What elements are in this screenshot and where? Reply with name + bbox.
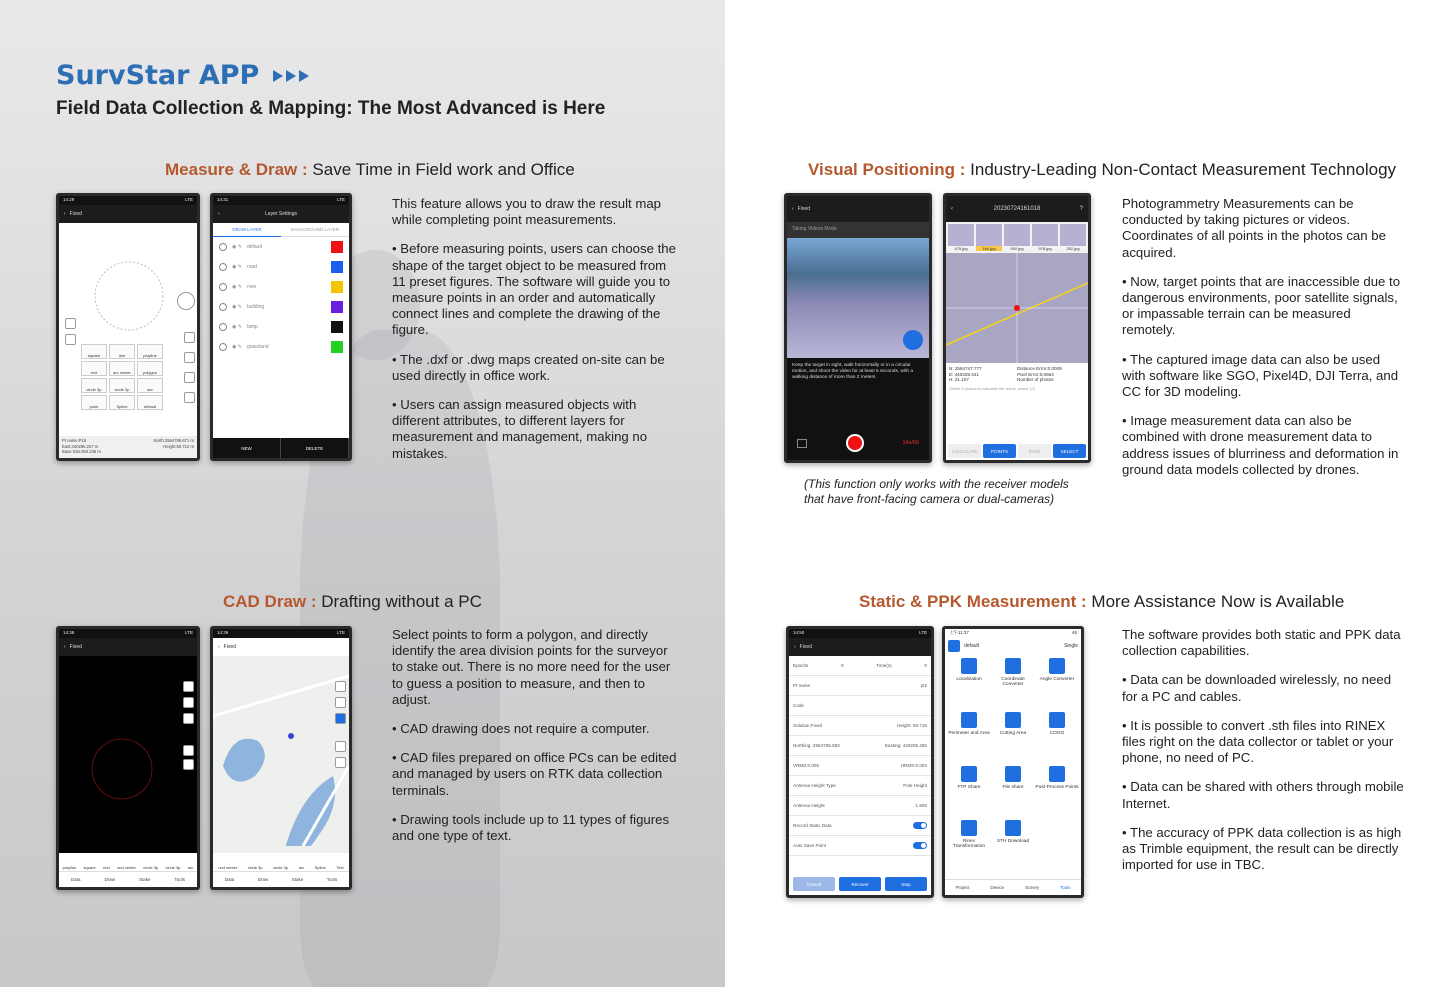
- form-row: Epochs 0 Time(s) 0: [789, 656, 931, 676]
- nav-draw[interactable]: Draw: [257, 877, 269, 882]
- page-subtitle: Field Data Collection & Mapping: The Most Advanced is Here: [56, 98, 606, 119]
- bottom-nav: [59, 871, 197, 887]
- tool-button[interactable]: [184, 372, 195, 383]
- mode-field: Taking Videos Mode: [787, 222, 929, 238]
- cancel-button[interactable]: Cancel: [793, 877, 835, 891]
- bottom-nav: [945, 879, 1081, 895]
- tool-button[interactable]: [184, 352, 195, 363]
- nav-data[interactable]: Data: [224, 877, 235, 882]
- nav-tools[interactable]: Tools: [174, 877, 185, 882]
- shape-arc-center[interactable]: arc center: [109, 361, 135, 376]
- tool-button[interactable]: [335, 681, 346, 692]
- location-pin-icon[interactable]: [177, 292, 195, 310]
- gallery-icon[interactable]: [797, 439, 807, 448]
- form-row: VRMS:0.005 HRMS:0.004: [789, 756, 931, 776]
- tool-circle-3p-2[interactable]: circle 3p: [165, 865, 181, 870]
- save-button[interactable]: SAVE: [1018, 444, 1051, 458]
- screenshot-layer-settings: 14:31 LTE ‹ Layer Settings DRAW LAYER BACKGROUND LAYER ◉ ✎ default ◉ ✎ road ◉ ✎ river ◉ ✎ building ◉ ✎ lamp ◉ ✎ grassland NEW DELETE: [210, 193, 352, 461]
- tool-cutting-area[interactable]: Cutting Area: [991, 712, 1035, 766]
- antenna-height-field[interactable]: Antenna Height 1.800: [789, 796, 931, 816]
- shape-arc[interactable]: arc: [137, 378, 163, 393]
- epipolar-line: [946, 253, 1088, 363]
- shape-grid: [81, 344, 163, 410]
- nav-data[interactable]: Data: [70, 877, 81, 882]
- nav-stake[interactable]: Stake: [291, 877, 304, 882]
- measure-draw-heading: Measure & Draw : Save Time in Field work and Office: [165, 160, 575, 179]
- layer-row[interactable]: ◉ ✎ road: [213, 257, 349, 277]
- tool-button[interactable]: [183, 713, 194, 724]
- measurement-footer: Pt name:P18 North:2564786.671 m East:440295.257 m Height:50.712 m Base Dist:250.236 m: [59, 436, 197, 458]
- tool-button[interactable]: [184, 392, 195, 403]
- screenshot-static-form: 14:50 LTE ‹ Fixed Epochs 0 Time(s) 0 Pt name pt2 Code Solution:Fixed Height: 50.719 Northing: 2564786.683 Easting: 440295.255 VRMS:0.005 HRMS:0.004 Antenna Height Type Pole Height Antenna Height 1.800 Record Static Data Auto Save Point Cancel Recover Stop: [786, 626, 934, 898]
- tool-rinex-transformation[interactable]: Rinex Transformation: [947, 820, 991, 874]
- zoom-out-button[interactable]: [183, 759, 194, 770]
- tool-rect[interactable]: rect: [103, 865, 110, 870]
- tool-post-process-points[interactable]: Post-Process Points: [1035, 766, 1079, 820]
- screenshot-video-mode: ‹ Fixed Taking Videos Mode Keep the target in sight, walk horizontally or in a circular motion, and shoot the video for at least 5 seconds, with a walking distance of more than 2 meters 14s/60: [784, 193, 932, 463]
- tool-button[interactable]: [65, 318, 76, 329]
- back-icon[interactable]: ‹: [218, 211, 220, 217]
- shape-spline[interactable]: Spline: [109, 395, 135, 410]
- shape-rect[interactable]: rect: [81, 361, 107, 376]
- thumbnail[interactable]: 479.jpg: [948, 224, 974, 251]
- shape-default[interactable]: default: [137, 395, 163, 410]
- static-ppk-text: The software provides both static and PPK data collection capabilities. • Data can be downloaded wirelessly, no need for a PC and cables. • It is possible to convert .sth files into RINEX files right on the data collector or tablet or your phone, no need of PC. • Data can be shared with others through mobile Internet. • The accuracy of PPK data collection is as high as Trimble equipment, the result can be directly imported for use in TBC.: [1122, 627, 1404, 873]
- shape-circle-3p[interactable]: circle 3p: [81, 378, 107, 393]
- tool-button[interactable]: [335, 713, 346, 724]
- nav-project[interactable]: Project: [955, 885, 970, 890]
- record-counter: 14s/60: [902, 440, 919, 446]
- cad-toolbar: [59, 853, 197, 871]
- tool-cogo[interactable]: COGO: [1035, 712, 1079, 766]
- tool-rect-center[interactable]: rect center: [117, 865, 136, 870]
- screenshot-tools: 上午11:37 46 default Single Localization Coordinate Converter Angle Converter Perimeter and Area Cutting Area COGO FTP Share File share Post-Process Points Rinex Transformation STH Download Project Device Survey Tools: [942, 626, 1084, 898]
- photo-view: [946, 253, 1088, 363]
- back-icon[interactable]: ‹: [794, 644, 796, 650]
- cad-draw-heading: CAD Draw : Drafting without a PC: [223, 592, 482, 611]
- code-field[interactable]: Code: [789, 696, 931, 716]
- tool-perimeter-area[interactable]: Perimeter and Area: [947, 712, 991, 766]
- bottom-nav: [213, 871, 349, 887]
- layer-row[interactable]: ◉ ✎ river: [213, 277, 349, 297]
- shape-polygon[interactable]: polygon: [137, 361, 163, 376]
- help-icon[interactable]: ?: [1079, 206, 1083, 212]
- recover-button[interactable]: Recover: [839, 877, 881, 891]
- thumbnail[interactable]: 978.jpg: [1032, 224, 1058, 251]
- back-icon[interactable]: ‹: [951, 206, 953, 212]
- tool-circle-3p[interactable]: circle 3p: [247, 865, 263, 870]
- tool-arc[interactable]: arc: [187, 865, 194, 870]
- visual-positioning-heading: Visual Positioning : Industry-Leading Non-Contact Measurement Technology: [808, 160, 1397, 179]
- zoom-in-button[interactable]: [335, 741, 346, 752]
- arrow-icons: [273, 70, 309, 82]
- video-hint: Keep the target in sight, walk horizontally or in a circular motion, and shoot the video for at least 5 seconds, with a walking distance of more than 2 meters: [792, 363, 914, 381]
- layer-row[interactable]: ◉ ✎ lamp: [213, 317, 349, 337]
- layer-row[interactable]: ◉ ✎ grassland: [213, 337, 349, 357]
- layer-footer: [213, 438, 349, 458]
- tool-rect-center[interactable]: rect center: [218, 865, 238, 870]
- shape-circle-3p-2[interactable]: circle 3p: [109, 378, 135, 393]
- delete-layer-button[interactable]: DELETE: [281, 438, 349, 458]
- target-pin-icon[interactable]: [903, 330, 923, 350]
- layer-row[interactable]: ◉ ✎ building: [213, 297, 349, 317]
- back-icon[interactable]: ‹: [792, 206, 794, 212]
- measure-draw-text: This feature allows you to draw the result map while completing point measurements. • Before measuring points, users can choose the shape of the target object to be measured from 11 preset figures. The software will guide you to measure points in an order and automatically connect lines and complete the drawing of the figure. • The .dxf or .dwg maps created on-site can be used directly in office work. • Users can assign measured objects with different attributes, to different layers for measurement and management, making no mistakes.: [392, 196, 676, 461]
- tool-button[interactable]: [184, 332, 195, 343]
- camera-view: [787, 238, 929, 358]
- tool-file-share[interactable]: File share: [991, 766, 1035, 820]
- tab-draw-layer[interactable]: DRAW LAYER: [213, 223, 281, 237]
- tool-button[interactable]: [183, 681, 194, 692]
- form-row: Solution:Fixed Height: 50.719: [789, 716, 931, 736]
- layer-row[interactable]: ◉ ✎ default: [213, 237, 349, 257]
- tool-circle-3p-2[interactable]: circle 3p: [273, 865, 289, 870]
- screenshot-photo-measure: ‹ 20230724161018 ? 479.jpg 164.jpg 092.jpg 978.jpg 252.jpg N: 2564747.777 E: 440329.441 H: 21.107 Distance Error:0.0009 Pixel Error:0.0664 Number of photos Select 3 photos to calculate the result, select 1/3 CALCULATE POINTS SAVE SELECT: [943, 193, 1091, 463]
- shape-point[interactable]: point: [81, 395, 107, 410]
- antenna-type-select[interactable]: Antenna Height Type Pole Height: [789, 776, 931, 796]
- zoom-in-button[interactable]: [183, 745, 194, 756]
- nav-stake[interactable]: Stake: [138, 877, 151, 882]
- record-static-toggle[interactable]: Record Static Data: [789, 816, 931, 836]
- tool-button[interactable]: [65, 334, 76, 345]
- auto-save-toggle[interactable]: Auto Save Point: [789, 836, 931, 856]
- tool-button[interactable]: [183, 697, 194, 708]
- tool-square[interactable]: square: [83, 865, 96, 870]
- back-icon[interactable]: ‹: [218, 644, 220, 650]
- stop-button[interactable]: Stop: [885, 877, 927, 891]
- form-row: Northing: 2564786.683 Easting: 440295.255: [789, 736, 931, 756]
- tool-text[interactable]: Text: [336, 865, 344, 870]
- back-icon[interactable]: ‹: [64, 211, 66, 217]
- points-button[interactable]: POINTS: [983, 444, 1016, 458]
- tab-background-layer[interactable]: BACKGROUND LAYER: [291, 227, 339, 232]
- tool-sth-download[interactable]: STH Download: [991, 820, 1035, 874]
- app-title: SurvStar APP: [56, 60, 309, 91]
- screenshot-measure-draw: 14:29 LTE ‹ Fixed square line polyline rect arc center polygon circle 3p circle 3p arc point Spline default Pt name:P18 North:2564786.671 m East:440295.257 m Height:50.712 m Base Dist:250.236 m: [56, 193, 200, 461]
- tool-coordinate-converter[interactable]: Coordinate Converter: [991, 658, 1035, 712]
- tool-circle-3p[interactable]: circle 3p: [143, 865, 159, 870]
- tools-grid: [945, 654, 1081, 878]
- target-circle-icon: [89, 256, 169, 336]
- tool-angle-converter[interactable]: Angle Converter: [1035, 658, 1079, 712]
- nav-tools[interactable]: Tools: [326, 877, 338, 882]
- shape-line[interactable]: line: [109, 344, 135, 359]
- static-ppk-heading: Static & PPK Measurement : More Assistance Now is Available: [859, 592, 1345, 611]
- screenshot-cad-map: 14:39 LTE ‹ Fixed rect center circle 3p circle 3p arc Spline Text Data Draw Stake Tools: [210, 626, 352, 890]
- screenshot-cad-dark: 14:38 LTE ‹ Fixed polyline square rect rect center circle 3p circle 3p arc Data Draw Stake Tools: [56, 626, 200, 890]
- app-logo-icon: [948, 640, 960, 652]
- shape-polyline[interactable]: polyline: [137, 344, 163, 359]
- thumbnail[interactable]: 252.jpg: [1060, 224, 1086, 251]
- nav-survey[interactable]: Survey: [1025, 885, 1040, 890]
- tool-button[interactable]: [335, 697, 346, 708]
- new-layer-button[interactable]: NEW: [213, 438, 281, 458]
- nav-draw[interactable]: Draw: [104, 877, 115, 882]
- calculate-button[interactable]: CALCULATE: [948, 444, 981, 458]
- visual-positioning-note: (This function only works with the receiver models that have front-facing camera or dual-cameras): [804, 477, 1069, 506]
- cad-draw-text: Select points to form a polygon, and directly identify the area division points for the surveyor to stake out. There is no more need for the user to guess a position to measure, and then to adjust. • CAD drawing does not require a computer. • CAD files prepared on office PCs can be edited and managed by users on RTK data collection terminals. • Drawing tools include up to 11 types of figures and one type of text.: [392, 627, 677, 844]
- nav-tools[interactable]: Tools: [1060, 885, 1071, 890]
- nav-device[interactable]: Device: [990, 885, 1005, 890]
- back-icon[interactable]: ‹: [64, 644, 66, 650]
- thumbnail[interactable]: 092.jpg: [1004, 224, 1030, 251]
- tool-spline[interactable]: Spline: [314, 865, 326, 870]
- map-view: [213, 656, 349, 846]
- zoom-out-button[interactable]: [335, 757, 346, 768]
- tool-arc[interactable]: arc: [298, 865, 305, 870]
- pt-name-field[interactable]: Pt name pt2: [789, 676, 931, 696]
- thumbnail[interactable]: 164.jpg: [976, 224, 1002, 251]
- record-button[interactable]: [846, 434, 864, 452]
- shape-square[interactable]: square: [81, 344, 107, 359]
- tool-localization[interactable]: Localization: [947, 658, 991, 712]
- thumbnail-strip: [946, 222, 1088, 253]
- visual-positioning-text: Photogrammetry Measurements can be conducted by taking pictures or videos. Coordinates of all points in the photos can be acquired. • Now, target points that are inaccessible due to dangerous environments, poor satellite signals, or impassable terrain can be measured remotely. • The captured image data can also be used with software like SGO, Pixel4D, DJI Terra, and CC for 3D modeling. • Image measurement data can also be combined with drone measurement data to address issues of blurriness and deformation in ground data models collected by drones.: [1122, 196, 1401, 477]
- cad-toolbar: [213, 853, 349, 871]
- tool-polyline[interactable]: polyline: [62, 865, 77, 870]
- select-button[interactable]: SELECT: [1053, 444, 1086, 458]
- cad-drawing: [87, 729, 157, 809]
- tool-ftp-share[interactable]: FTP Share: [947, 766, 991, 820]
